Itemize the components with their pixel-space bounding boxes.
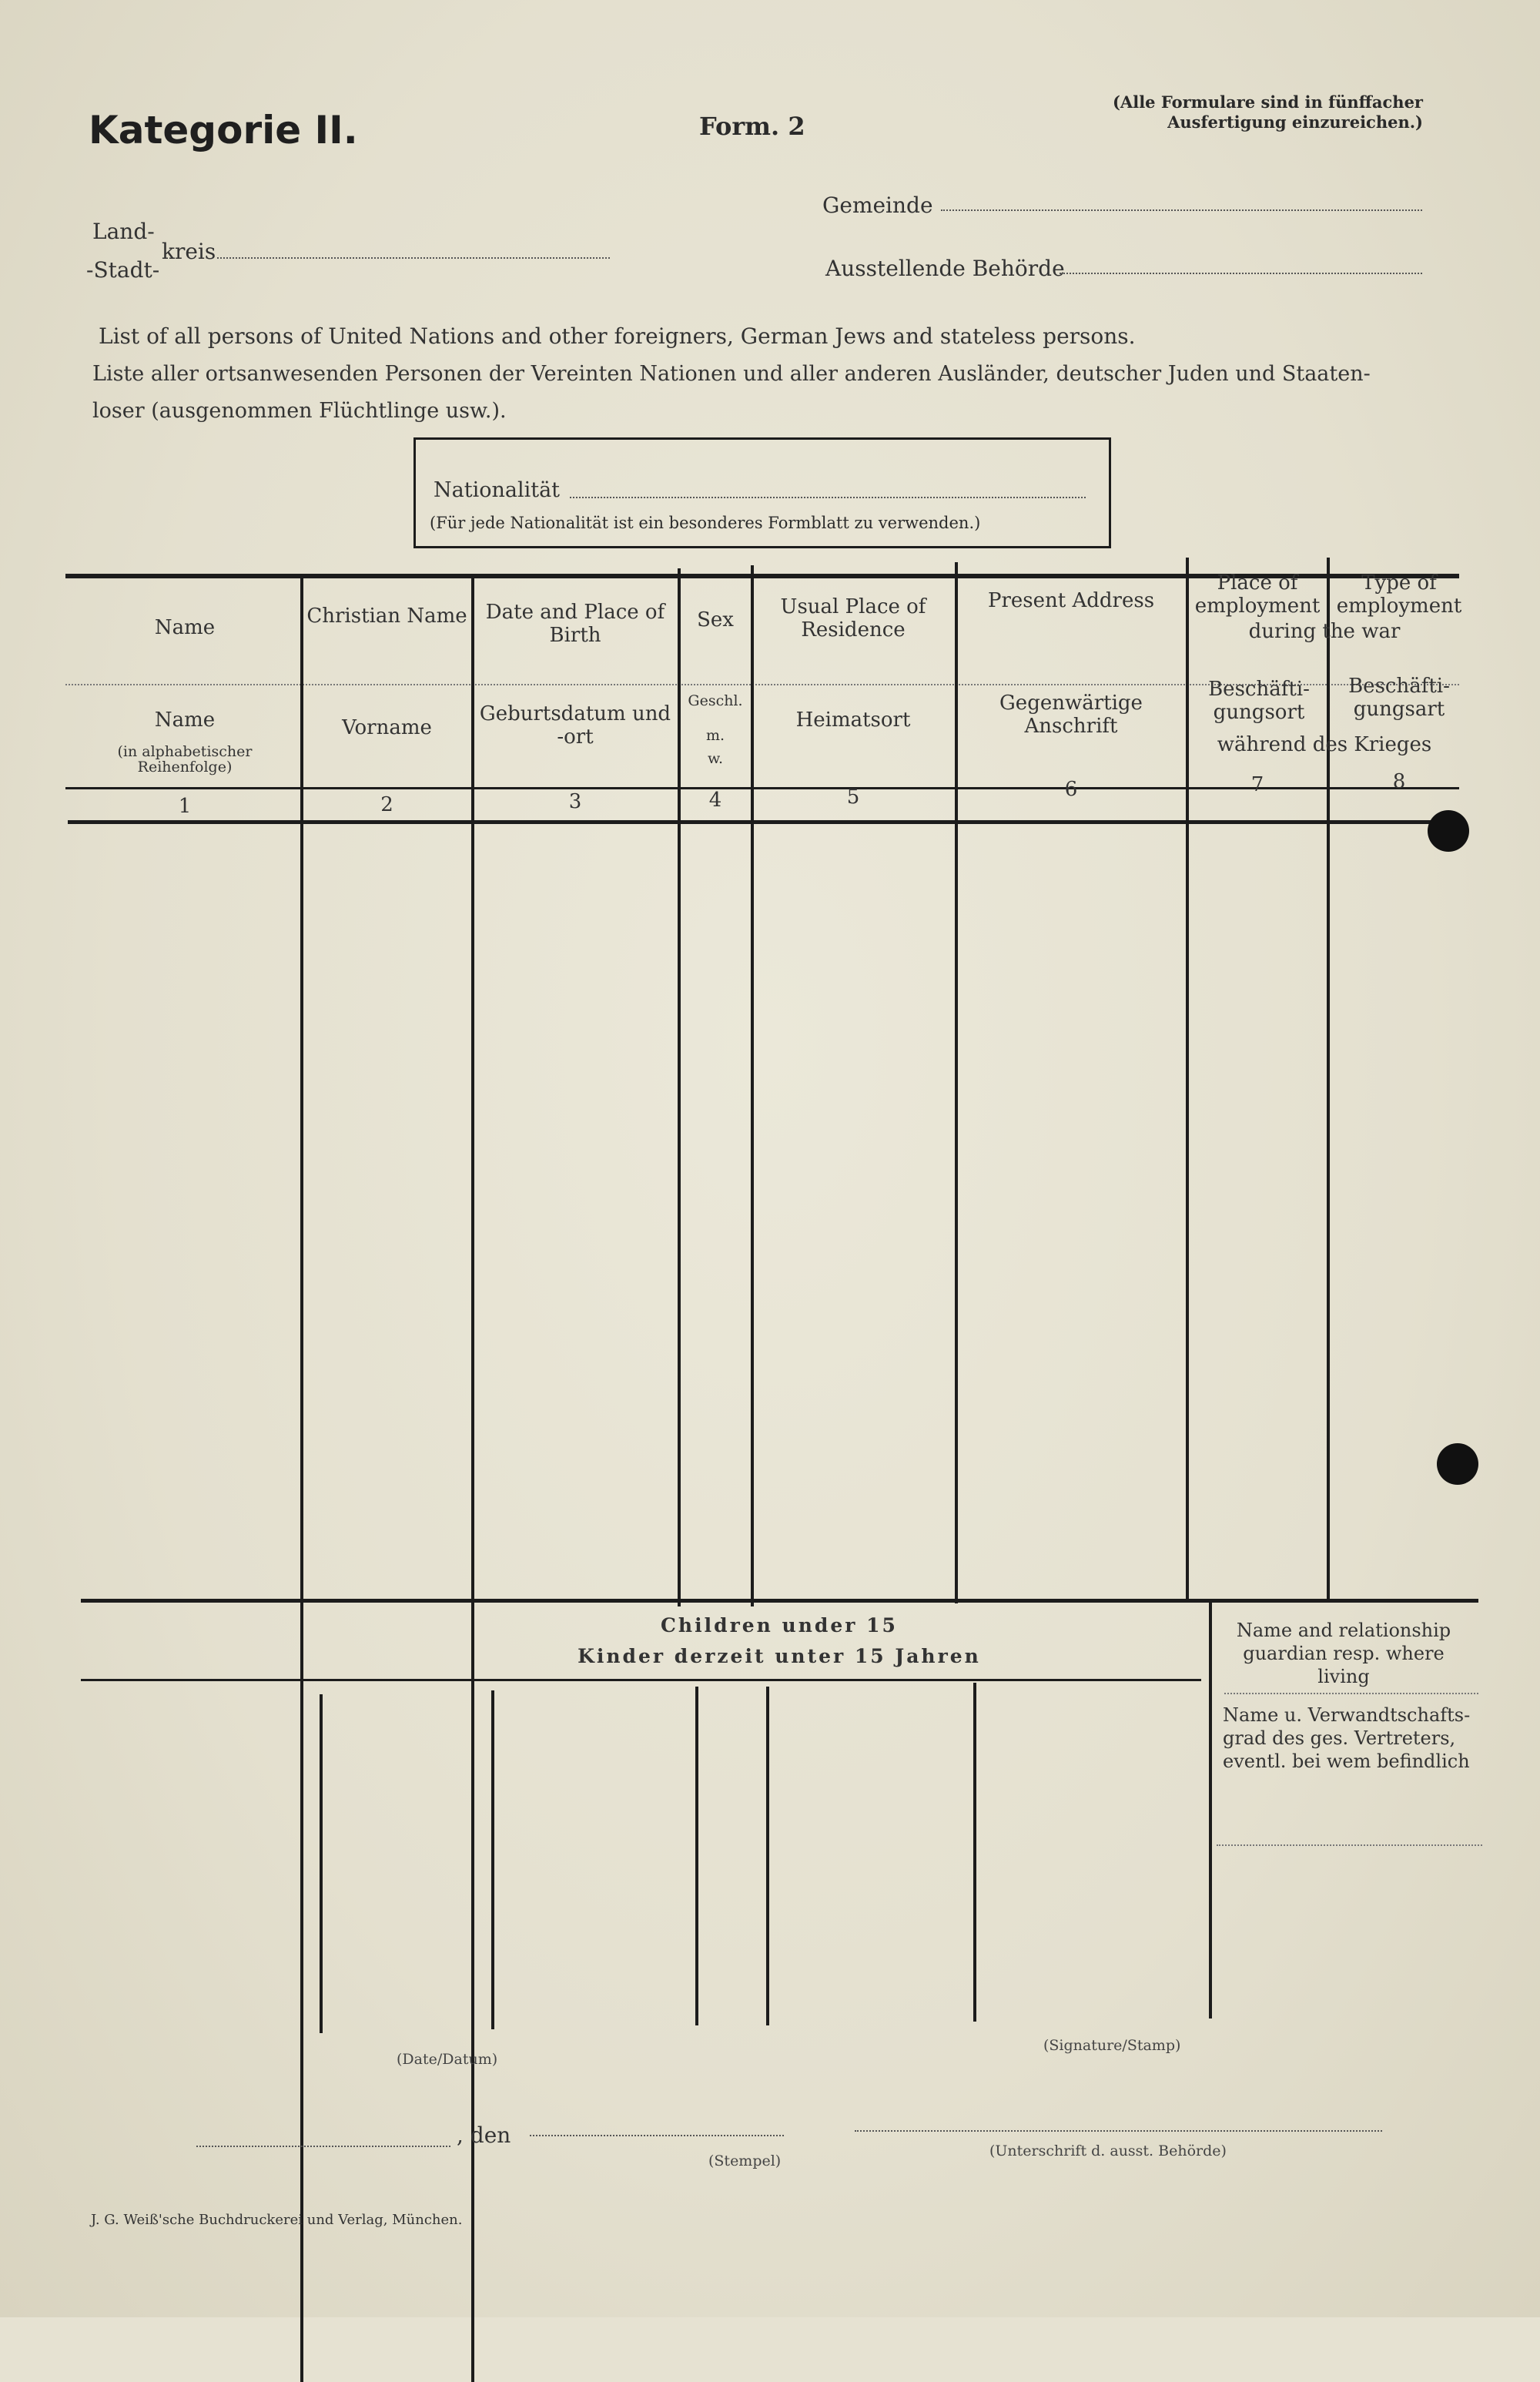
place-field[interactable]: [196, 2146, 450, 2147]
behoerde-field[interactable]: [1060, 273, 1422, 274]
intro-english: List of all persons of United Nations and other foreigners, German Jews and stateless persons.: [99, 323, 1136, 349]
date-label: (Date/Datum): [397, 2051, 498, 2068]
children-top-rule: [81, 1599, 1478, 1603]
printer-imprint: J. G. Weiß'sche Buchdruckerei und Verlag, München.: [91, 2212, 463, 2228]
date-field[interactable]: [530, 2135, 784, 2136]
entries-area[interactable]: [68, 824, 1461, 1598]
form-number: Form. 2: [699, 112, 805, 141]
unterschrift-label: (Unterschrift d. ausst. Behörde): [989, 2142, 1227, 2159]
col1-header-en: Name: [154, 616, 216, 639]
col4-header-de-m: m.: [705, 727, 725, 744]
col6-header-en: Present Address: [987, 589, 1155, 612]
col4-header-en: Sex: [697, 608, 734, 632]
punch-hole-bottom: [1437, 1443, 1478, 1485]
nationality-box: [413, 437, 1111, 548]
col4-number: 4: [708, 789, 722, 812]
col2-header-de: Vorname: [342, 716, 432, 739]
form-category-title: Kategorie II.: [89, 108, 358, 152]
kreis-field[interactable]: [217, 257, 610, 259]
guardian-header-de: Name u. Verwandtschafts-grad des ges. Vertreters, eventl. bei wem befindlich: [1223, 1704, 1471, 1772]
col8-header-en: Type of employment: [1336, 571, 1462, 618]
nationality-note: (Für jede Nationalität ist ein besonderes Formblatt zu verwenden.): [430, 514, 981, 532]
guardian-divider: [1209, 1603, 1212, 2019]
col7-header-de: Beschäfti-gungsort: [1208, 678, 1310, 724]
land-label: Land-: [92, 219, 155, 244]
waehrend-krieges-header: während des Krieges: [1217, 733, 1432, 756]
children-header-en: Children under 15: [661, 1614, 898, 1637]
col1-header-de-note: (in alphabetischer Reihenfolge): [117, 743, 253, 776]
guardian-header-en: Name and relationship guardian resp. where living: [1236, 1620, 1451, 1687]
gemeinde-field[interactable]: [941, 209, 1422, 211]
kreis-label: kreis: [162, 239, 216, 264]
signature-stamp-label: (Signature/Stamp): [1043, 2037, 1181, 2054]
submission-note-line2: Ausfertigung einzureichen.): [1167, 112, 1423, 132]
col6-number: 6: [1064, 778, 1078, 801]
col3-header-de: Geburtsdatum und -ort: [479, 702, 671, 749]
col8-header-de: Beschäfti-gungsart: [1348, 675, 1450, 721]
stempel-label: (Stempel): [708, 2153, 782, 2169]
nationality-label: Nationalität: [434, 478, 561, 502]
col3-number: 3: [568, 790, 582, 813]
submission-note: [1001, 92, 1423, 132]
children-header-de: Kinder derzeit unter 15 Jahren: [578, 1645, 981, 1667]
gemeinde-label: Gemeinde: [822, 193, 933, 218]
intro-german-line1: Liste aller ortsanwesenden Personen der Vereinten Nationen und aller anderen Ausländer, deutscher Juden und Staaten-: [92, 362, 1371, 386]
col2-number: 2: [380, 793, 393, 816]
den-label: , den: [457, 2122, 511, 2148]
guardian-field[interactable]: [1217, 1844, 1482, 1846]
col3-header-en: Date and Place of Birth: [485, 601, 665, 647]
col4-header-de: Geschl.: [688, 692, 743, 709]
col5-header-de: Heimatsort: [795, 709, 911, 732]
stadt-label: -Stadt-: [86, 257, 160, 283]
signature-field[interactable]: [855, 2130, 1382, 2132]
col1-header-de: Name: [154, 709, 216, 732]
col5-header-en: Usual Place of Residence: [780, 595, 926, 642]
children-header-rule: [81, 1679, 1201, 1681]
col8-number: 8: [1392, 770, 1406, 793]
col1-number: 1: [178, 795, 192, 818]
col2-header-en: Christian Name: [306, 605, 467, 628]
col7-number: 7: [1250, 773, 1264, 796]
col4-header-de-w: w.: [707, 750, 724, 767]
guardian-divider-dots: [1224, 1693, 1478, 1694]
intro-german-line2: loser (ausgenommen Flüchtlinge usw.).: [92, 399, 507, 423]
col7-header-en: Place of employment: [1194, 571, 1321, 618]
behoerde-label: Ausstellende Behörde: [825, 256, 1065, 281]
during-war-header: during the war: [1248, 620, 1401, 643]
children-entries-area[interactable]: [85, 1683, 1205, 2022]
nationality-field[interactable]: [570, 497, 1086, 498]
submission-note-line1: (Alle Formulare sind in fünffacher: [1112, 92, 1423, 112]
col5-number: 5: [846, 786, 860, 809]
punch-hole-top: [1428, 810, 1469, 852]
col6-header-de: Gegenwärtige Anschrift: [999, 692, 1143, 738]
